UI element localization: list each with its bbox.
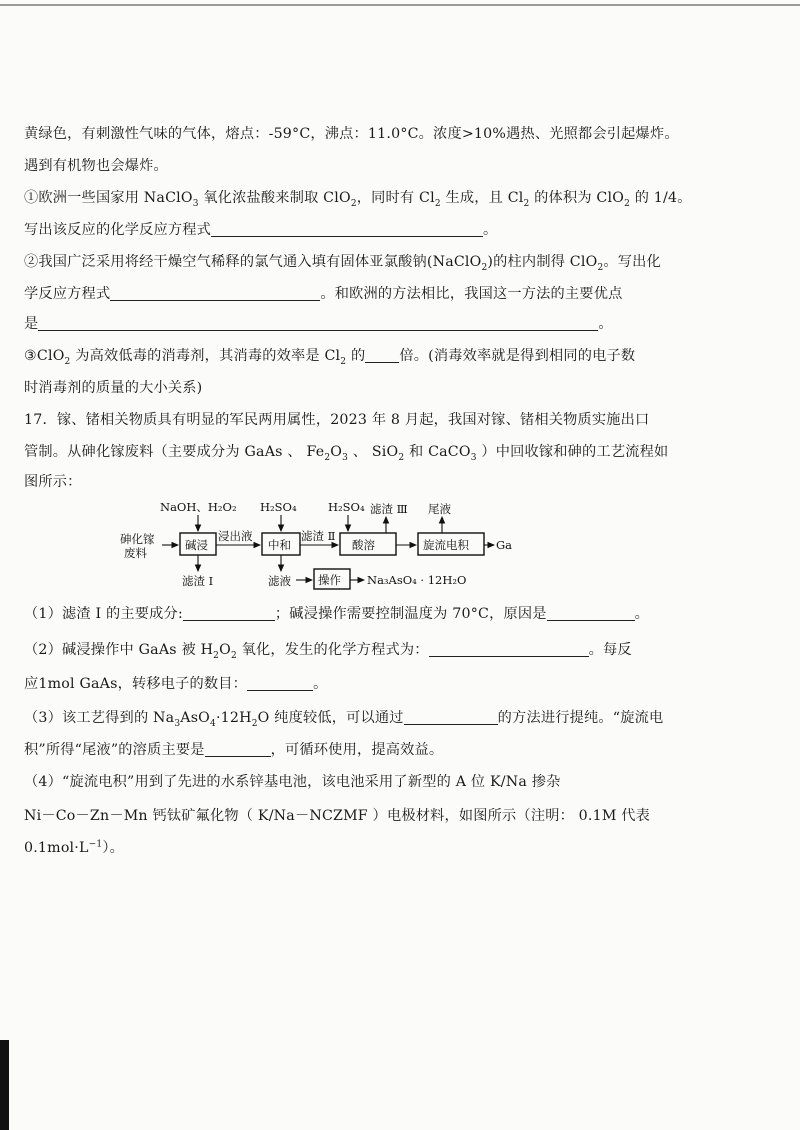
answer-blank[interactable] bbox=[365, 348, 399, 363]
text-line: Ni－Co－Zn－Mn 钙钛矿氟化物（ K/Na－NCZMF ）电极材料，如图所示（注明： 0.1M 代表 bbox=[24, 808, 651, 824]
residue-2: 滤渣 Ⅱ bbox=[301, 529, 336, 543]
neutral-reagent: H₂SO₄ bbox=[260, 500, 297, 514]
text-line: 遇到有机物也会爆炸。 bbox=[24, 158, 168, 174]
text-line: ③ClO$_2$ 为高效低毒的消毒剂，其消毒的效率是 $Cl_2$ 的 倍。(消毒效率就是得到相同的电子数 bbox=[24, 348, 636, 367]
question-17-3: （3）该工艺得到的 $Na_3AsO_4\cdot 12H_2O$ 纯度较低，可以通过 的方法进行提纯。“旋流电 bbox=[24, 710, 664, 729]
question-17-1: （1）滤渣 Ⅰ 的主要成分: ；碱浸操作需要控制温度为 70°C，原因是 。 bbox=[24, 606, 650, 622]
operation-label: 操作 bbox=[318, 573, 341, 587]
text-line: 应1mol GaAs，转移电子的数目： 。 bbox=[24, 676, 328, 692]
acid-reagent: H₂SO₄ bbox=[328, 500, 365, 514]
leachate-label: 浸出液 bbox=[218, 529, 253, 543]
text-line: 管制。从砷化镓废料（主要成分为 GaAs 、 $Fe_2O_3$ 、 SiO$_2$ 和 CaCO$_3$ ）中回收镓和砷的工艺流程如 bbox=[24, 444, 669, 463]
product-salt: Na₃AsO₄ · 12H₂O bbox=[367, 573, 467, 587]
answer-blank[interactable] bbox=[205, 742, 271, 757]
answer-blank[interactable] bbox=[547, 606, 635, 621]
filtrate-label: 滤液 bbox=[268, 574, 291, 588]
answer-blank[interactable] bbox=[211, 222, 483, 237]
alkali-leach-label: 碱浸 bbox=[185, 538, 208, 552]
text-line: 写出该反应的化学反应方程式 。 bbox=[24, 222, 498, 238]
text-line: 黄绿色，有刺激性气味的气体，熔点：-59°C，沸点：11.0°C。浓度>10%遇热、光照都会引起爆炸。 bbox=[24, 126, 679, 142]
scan-edge-mark bbox=[0, 1040, 9, 1130]
process-flow-diagram bbox=[100, 495, 520, 590]
text-line: $0.1mol\cdot L^{-1}$）。 bbox=[24, 839, 124, 856]
acid-dissolve-label: 酸溶 bbox=[352, 538, 375, 552]
feed-label: 废料 bbox=[124, 546, 147, 560]
scan-top-border bbox=[0, 4, 800, 6]
tail-liquid: 尾液 bbox=[428, 502, 451, 516]
text-line: 时消毒剂的质量的大小关系) bbox=[24, 380, 203, 396]
neutralize-label: 中和 bbox=[268, 538, 291, 552]
text-line: ②我国广泛采用将经干燥空气稀释的氯气通入填有固体亚氯酸钠(NaClO$_2$)的柱内制得 ClO$_2$。写出化 bbox=[24, 254, 661, 273]
question-17-2: （2）碱浸操作中 GaAs 被 $H_2O_2$ 氧化，发生的化学方程式为： 。每反 bbox=[24, 642, 632, 661]
product-ga: Ga bbox=[496, 538, 513, 552]
feed-label: 砷化镓 bbox=[120, 532, 155, 546]
residue-1: 滤渣 Ⅰ bbox=[182, 574, 214, 588]
electrowinning-label: 旋流电积 bbox=[423, 538, 469, 552]
text-line: 学反应方程式 。和欧洲的方法相比，我国这一方法的主要优点 bbox=[24, 286, 623, 302]
question-17-4: （4）“旋流电积”用到了先进的水系锌基电池，该电池采用了新型的 A 位 K/Na 掺杂 bbox=[24, 774, 561, 790]
text-line: 图所示： bbox=[24, 474, 82, 490]
answer-blank[interactable] bbox=[38, 316, 598, 331]
answer-blank[interactable] bbox=[429, 642, 589, 657]
text-line: 积”所得“尾液”的溶质主要是 ，可循环使用，提高效益。 bbox=[24, 742, 444, 758]
alkali-reagents: NaOH、H₂O₂ bbox=[160, 500, 237, 514]
residue-3: 滤渣 Ⅲ bbox=[370, 502, 408, 516]
answer-blank[interactable] bbox=[110, 286, 320, 301]
answer-blank[interactable] bbox=[247, 676, 313, 691]
text-line: ①欧洲一些国家用 NaClO$_3$ 氧化浓盐酸来制取 ClO$_2$，同时有 $Cl_2$ 生成，且 $Cl_2$ 的体积为 ClO$_2$ 的 1/4。 bbox=[24, 190, 692, 209]
answer-blank[interactable] bbox=[404, 710, 498, 725]
text-line: 是 。 bbox=[24, 316, 613, 332]
question-17-stem: 17．镓、锗相关物质具有明显的军民两用属性，2023 年 8 月起，我国对镓、锗相关物质实施出口 bbox=[24, 412, 650, 428]
answer-blank[interactable] bbox=[183, 606, 275, 621]
